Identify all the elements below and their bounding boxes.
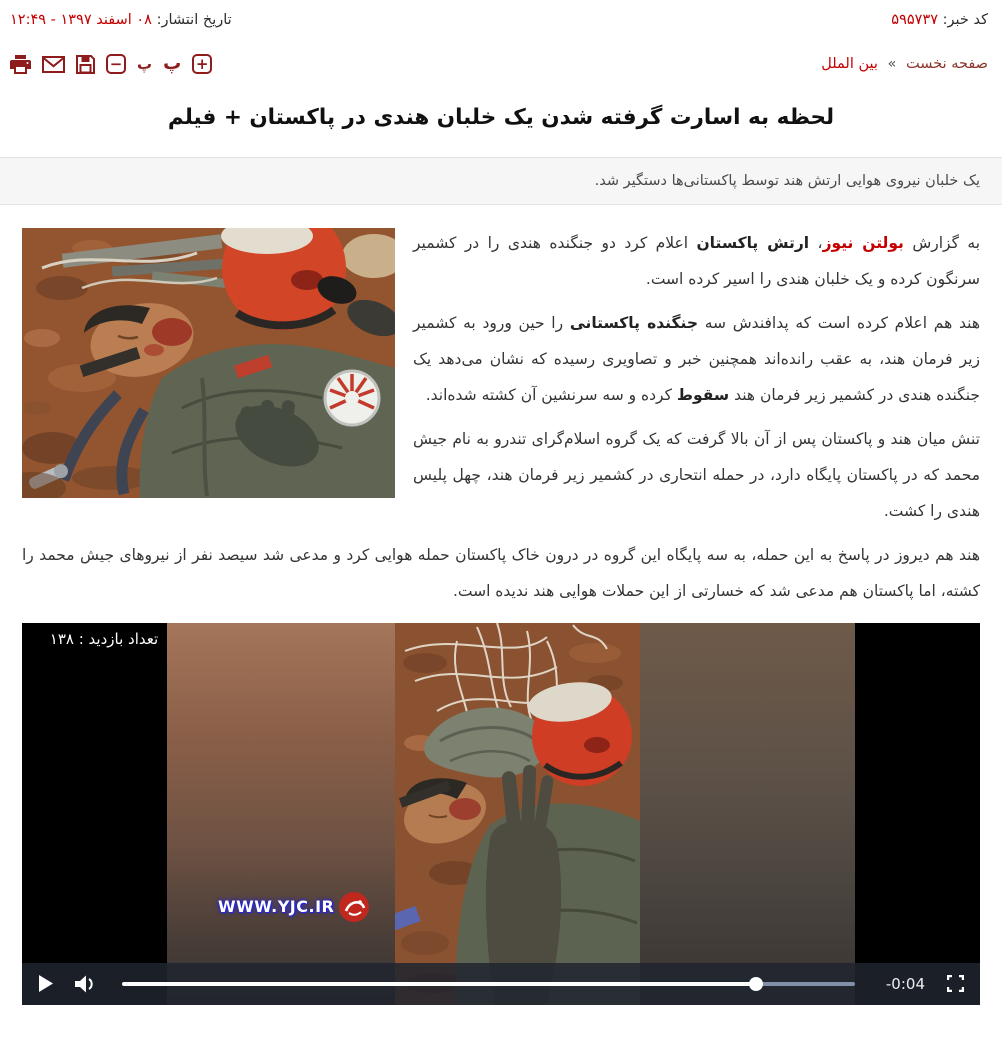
view-count-badge: تعداد بازدید : ۱۳۸ <box>49 629 159 648</box>
progress-played <box>122 982 756 986</box>
news-code <box>891 12 988 28</box>
yjc-logo-icon <box>338 891 370 923</box>
fullscreen-button[interactable] <box>947 975 964 992</box>
page-title: لحظه به اسارت گرفته شدن یک خلبان هندی در پاکستان + فیلم <box>167 105 835 130</box>
p2-text: هند هم اعلام کرده است که پدافندش سه <box>698 313 980 332</box>
captured-pilot-photo <box>22 228 395 498</box>
p2-bold: سقوط <box>676 385 730 404</box>
print-icon[interactable] <box>10 55 31 74</box>
font-size-letter-large: پ <box>163 53 182 74</box>
progress-bar[interactable] <box>122 982 855 986</box>
font-decrease-button[interactable]: − <box>106 54 126 74</box>
source-link[interactable]: بولتن نیوز <box>822 233 904 252</box>
video-player[interactable] <box>22 623 980 1005</box>
progress-remaining <box>756 982 855 986</box>
video-controls <box>22 963 980 1005</box>
breadcrumb-section-link[interactable]: بین الملل <box>821 56 878 72</box>
font-size-letter-small: پ <box>137 55 153 73</box>
p2-bold: جنگنده پاکستانی <box>569 313 699 332</box>
font-increase-button[interactable]: + <box>192 54 212 74</box>
volume-icon[interactable] <box>75 975 96 993</box>
p1-bold: ارتش پاکستان <box>696 233 810 252</box>
publish-date <box>10 12 232 28</box>
news-code-value: ۵۹۵۷۳۷ <box>891 12 939 28</box>
p1-text: ، <box>809 233 823 252</box>
article-toolbar <box>10 54 212 74</box>
article-body <box>0 205 1002 609</box>
p1-text: به گزارش <box>903 233 981 252</box>
p2-text: را حین ورود به کشمیر زیر فرمان هند، به عقب رانده‌اند همچنین خبر و تصاویری رسیده که نشان می‌دهد یک جنگنده هندی در کشمیر زیر فرمان هند <box>413 313 980 404</box>
watermark <box>218 891 370 923</box>
video-surface[interactable] <box>395 623 640 1005</box>
meta-row <box>0 0 1002 28</box>
breadcrumb <box>821 56 988 72</box>
progress-knob[interactable] <box>749 977 763 991</box>
video-blur-fill-left <box>167 623 395 1005</box>
play-button[interactable] <box>38 975 53 992</box>
publish-date-value: ۰۸ اسفند ۱۳۹۷ - ۱۲:۴۹ <box>10 12 152 28</box>
watermark-text: WWW.YJC.IR <box>218 897 335 917</box>
paragraph-3: تنش میان هند و پاکستان پس از آن بالا گرفت که یک گروه اسلام‌گرای تندرو به نام جیش محمد که در پاکستان پایگاه دارد، در حمله انتحاری در کشمیر زیر فرمان هند، چهل پلیس هندی را کشت. <box>413 429 980 520</box>
breadcrumb-separator: » <box>887 56 897 72</box>
save-icon[interactable] <box>76 55 95 74</box>
article-lead: یک خلبان نیروی هوایی ارتش هند توسط پاکستانی‌ها دستگیر شد. <box>0 157 1002 205</box>
publish-date-label: تاریخ انتشار: <box>156 12 232 28</box>
article-image <box>22 228 395 498</box>
nav-row <box>0 28 1002 74</box>
p1-text: اعلام کرد دو جنگنده هندی را در کشمیر سرنگون کرده و یک خلبان هندی را اسیر کرده است. <box>413 233 980 288</box>
news-code-label: کد خبر: <box>942 12 988 28</box>
time-remaining: -0:04 <box>885 974 925 993</box>
paragraph-4: هند هم دیروز در پاسخ به این حمله، به سه پایگاه این گروه در درون خاک پاکستان حمله هوایی کرد و مدعی شد سیصد نفر از نیروهای جیش محمد را کشته، اما پاکستان هم مدعی شد که خسارتی از این حملات هوایی هند ندیده است. <box>22 545 980 600</box>
video-blur-fill-right <box>640 623 855 1005</box>
email-icon[interactable] <box>42 56 65 73</box>
p2-text: کرده و سه سرنشین آن کشته شده‌اند. <box>425 385 677 404</box>
breadcrumb-home-link[interactable]: صفحه نخست <box>906 56 988 72</box>
